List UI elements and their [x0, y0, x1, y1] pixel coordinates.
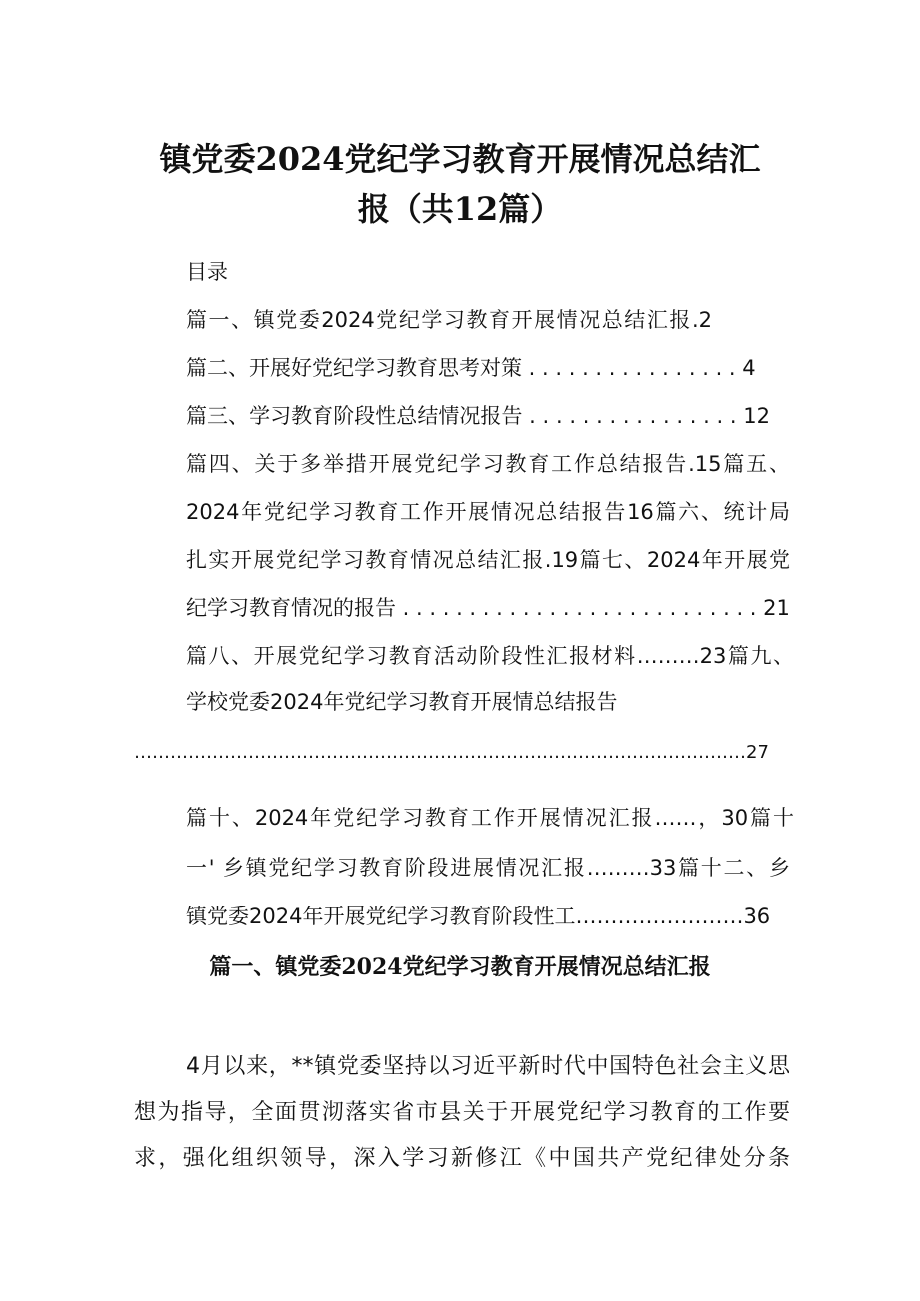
toc-line: 镇党委2024年开展党纪学习教育阶段性工……………………36 [186, 906, 771, 927]
paragraph-line: 4月以来，**镇党委坚持以习近平新时代中国特色社会主义思 [186, 1054, 790, 1079]
toc-line: 篇一、镇党委2024党纪学习教育开展情况总结汇报.2 [186, 308, 712, 332]
document-title-line-1: 镇党委2024党纪学习教育开展情况总结汇 [159, 140, 761, 178]
toc-line: 学校党委2024年党纪学习教育开展情总结报告 [186, 690, 618, 714]
toc-line: 篇十、2024年党纪学习教育工作开展情况汇报……，30篇十 [186, 806, 794, 830]
toc-line: …………………………………………………………………………………………27 [134, 744, 769, 762]
toc-line: 篇三、学习教育阶段性总结情况报告 . . . . . . . . . . . . . . . . 12 [186, 404, 770, 428]
toc-heading: 目录 [186, 260, 228, 284]
toc-line: 篇二、开展好党纪学习教育思考对策 . . . . . . . . . . . . . . . . 4 [186, 356, 756, 380]
toc-line: 纪学习教育情况的报告 . . . . . . . . . . . . . . . . . . . . . . . . . . . 21 [186, 596, 790, 620]
toc-line: 扎实开展党纪学习教育情况总结汇报.19篇七、2024年开展党 [186, 548, 790, 572]
section-heading: 篇一、镇党委2024党纪学习教育开展情况总结汇报 [209, 954, 711, 980]
toc-line: 一' 乡镇党纪学习教育阶段进展情况汇报………33篇十二、乡 [186, 856, 790, 880]
toc-line: 篇四、关于多举措开展党纪学习教育工作总结报告.15篇五、 [186, 452, 790, 476]
paragraph-line: 求，强化组织领导，深入学习新修江《中国共产党纪律处分条 [134, 1146, 790, 1171]
toc-line: 2024年党纪学习教育工作开展情况总结报告16篇六、统计局 [186, 500, 790, 524]
document-title-line-2: 报（共12篇） [357, 190, 563, 228]
toc-line: 篇八、开展党纪学习教育活动阶段性汇报材料………23篇九、 [186, 644, 794, 668]
paragraph-line: 想为指导，全面贯沏落实省市县关于开展党纪学习教育的工作要 [134, 1100, 790, 1125]
